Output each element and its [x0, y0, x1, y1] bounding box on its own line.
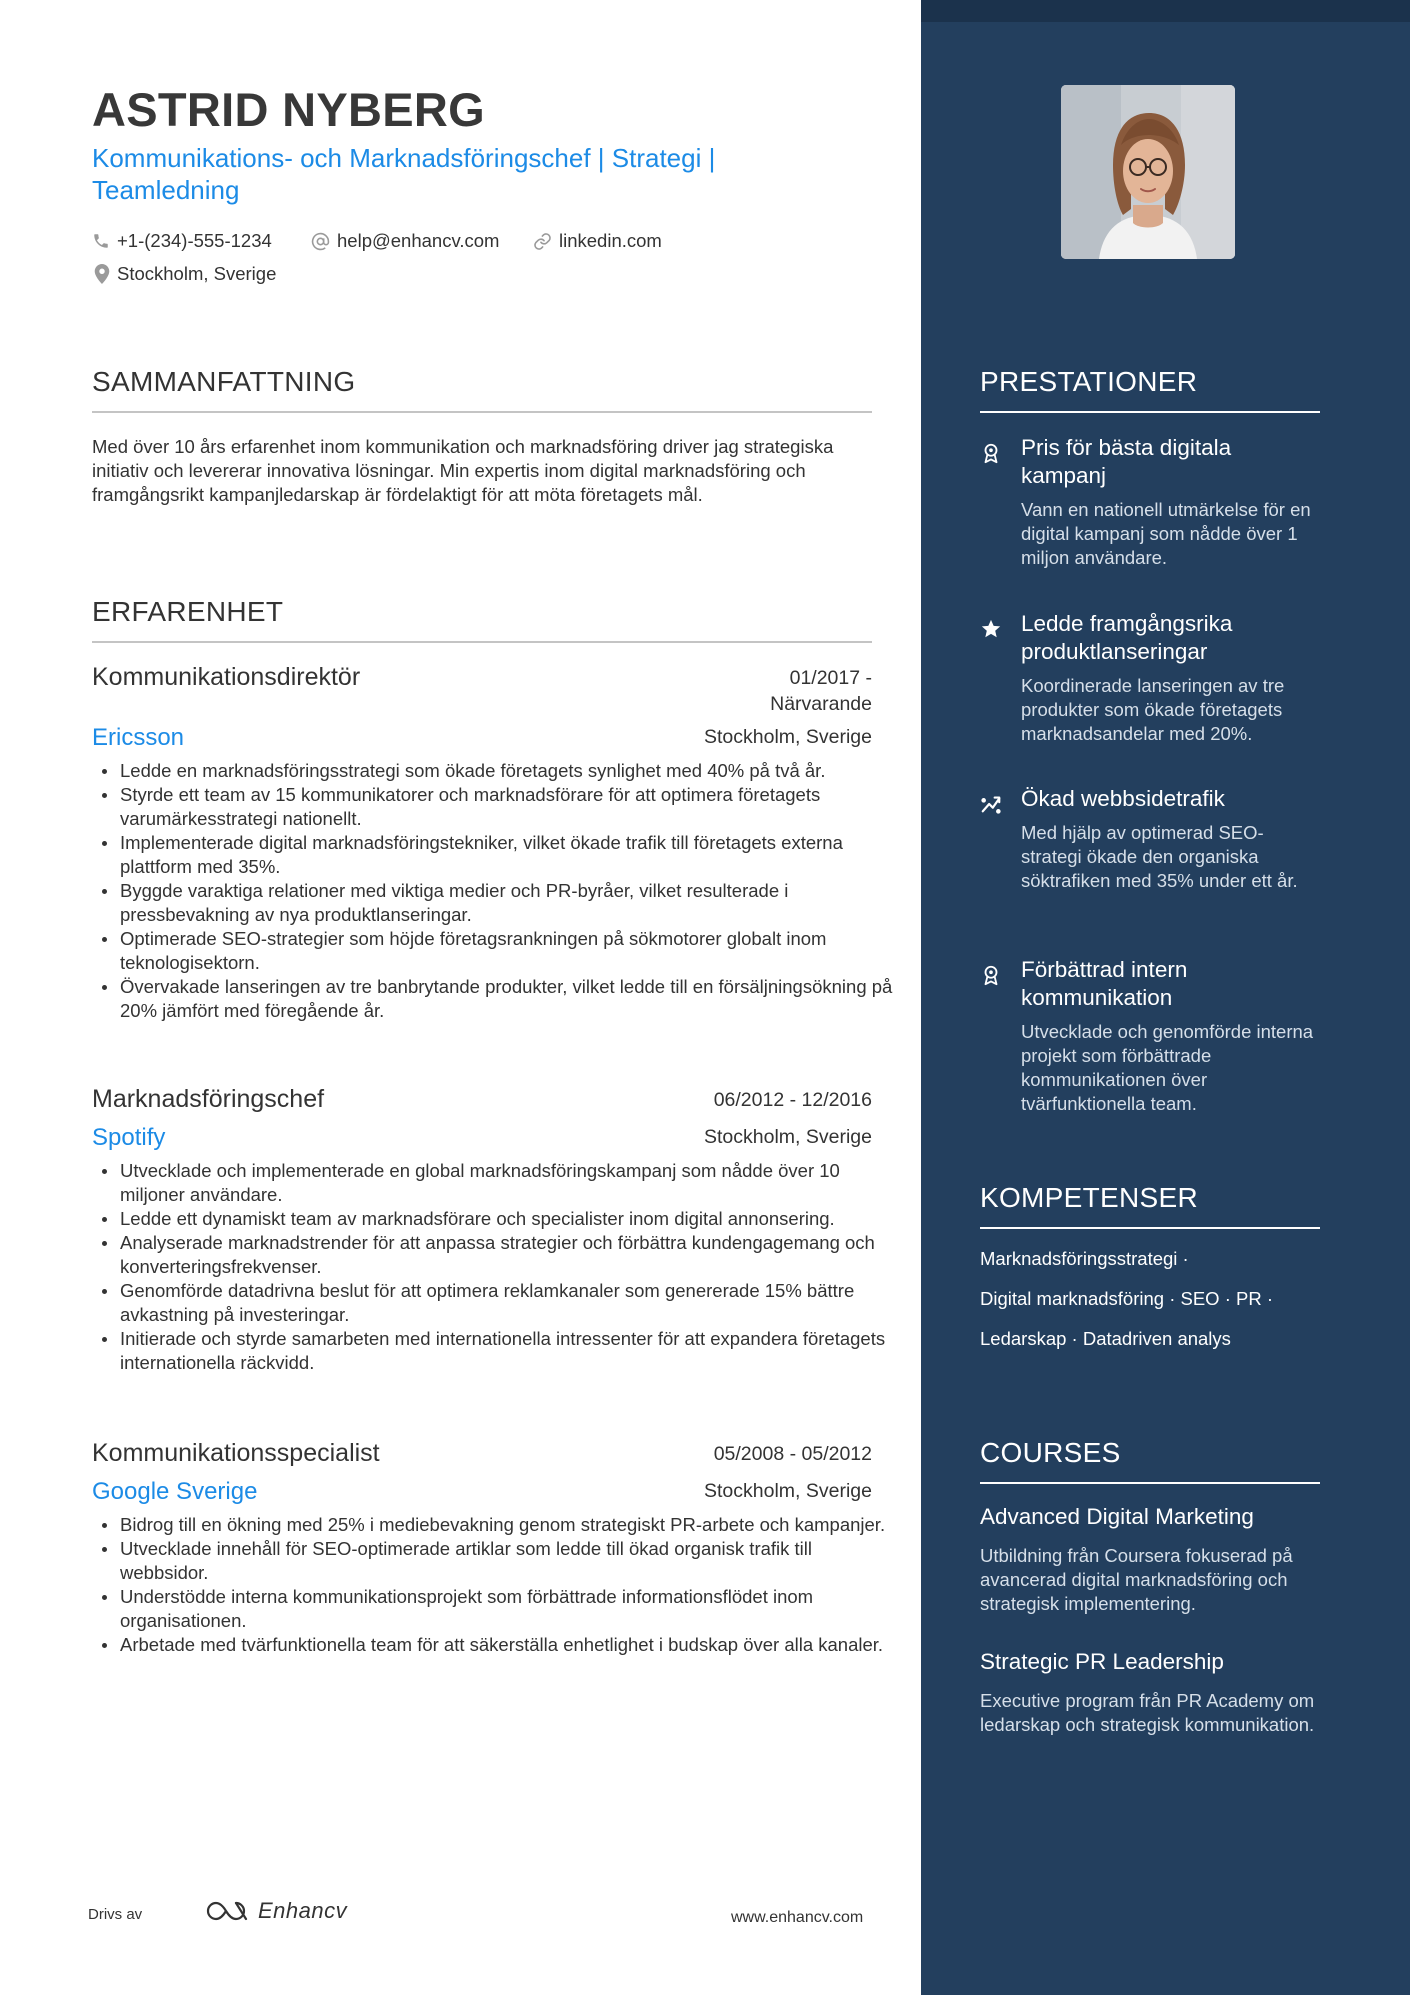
contact-location [94, 263, 276, 285]
achievement-title: Pris för bästa digitala kampanj [1021, 435, 1232, 488]
contact-email[interactable] [311, 230, 499, 252]
job-bullet: Analyserade marknadstrender för att anpassa strategier och förbättra kundengagemang och konverteringsfrekvenser. [120, 1231, 900, 1279]
job-bullet: Styrde ett team av 15 kommunikatorer och marknadsförare för att optimera företagets varumärkesstrategi nationellt. [120, 783, 900, 831]
link-icon [533, 232, 552, 251]
award-icon [980, 442, 1002, 464]
enhancv-logo-icon [206, 1899, 252, 1923]
job-date: 06/2012 - 12/2016 [713, 1089, 872, 1111]
footer-powered-by: Drivs av [88, 1906, 143, 1923]
achievement-title: Ökad webbsidetrafik [1021, 786, 1225, 811]
achievement-desc: Vann en nationell utmärkelse för en digital kampanj som nådde över 1 miljon användare. [1021, 499, 1311, 568]
job-title: Marknadsföringschef [92, 1085, 325, 1113]
email-text: help@enhancv.com [337, 230, 500, 251]
course-title: Advanced Digital Marketing [980, 1504, 1254, 1529]
course-title: Strategic PR Leadership [980, 1649, 1224, 1674]
skill-line: Digital marknadsföring · SEO · PR · [980, 1288, 1274, 1309]
job-bullets [92, 759, 900, 1023]
job-bullets [92, 1159, 900, 1375]
courses-divider [980, 1482, 1320, 1484]
job-bullet: Understödde interna kommunikationsprojekt som förbättrade informationsflödet inom organisationen. [120, 1585, 900, 1633]
course-desc: Utbildning från Coursera fokuserad på avancerad digital marknadsföring och strategisk implementering. [980, 1545, 1293, 1614]
job-bullet: Arbetade med tvärfunktionella team för att säkerställa enhetlighet i budskap över alla kanaler. [120, 1633, 900, 1657]
star-icon [980, 618, 1002, 640]
footer-url[interactable]: www.enhancv.com [731, 1909, 864, 1926]
summary-heading: SAMMANFATTNING [92, 366, 356, 397]
enhancv-logo-text: Enhancv [258, 1898, 348, 1923]
headline: Kommunikations- och Marknadsföringschef | Strategi | Teamledning [92, 143, 716, 205]
skills-heading: KOMPETENSER [980, 1182, 1199, 1213]
summary-divider [92, 411, 872, 413]
enhancv-logo[interactable] [206, 1898, 347, 1924]
job-bullet: Ledde en marknadsföringsstrategi som ökade företagets synlighet med 40% på två år. [120, 759, 900, 783]
job-bullet: Utvecklade och implementerade en global marknadsföringskampanj som nådde över 10 miljoner användare. [120, 1159, 900, 1207]
achievements-divider [980, 411, 1320, 413]
achievement-desc: Utvecklade och genomförde interna projekt som förbättrade kommunikationen över tvärfunktionella team. [1021, 1021, 1314, 1114]
job-location: Stockholm, Sverige [704, 1480, 872, 1502]
achievement-desc: Med hjälp av optimerad SEO-strategi ökade den organiska söktrafiken med 35% under ett år. [1021, 822, 1298, 891]
sidebar [921, 0, 1410, 1995]
contact-phone[interactable] [92, 230, 272, 252]
phone-text: +1-(234)-555-1234 [117, 230, 272, 251]
phone-icon [92, 232, 110, 250]
linkedin-text: linkedin.com [559, 230, 662, 251]
location-pin-icon [94, 264, 110, 284]
job-date: 01/2017 - Närvarande [770, 667, 872, 715]
location-text: Stockholm, Sverige [117, 263, 277, 284]
job-bullet: Genomförde datadrivna beslut för att optimera reklamkanaler som genererade 15% bättre avkastning på investeringar. [120, 1279, 900, 1327]
achievement-desc: Koordinerade lanseringen av tre produkter som ökade företagets marknadsandelar med 20%. [1021, 675, 1285, 744]
profile-photo [1061, 85, 1235, 259]
job-location: Stockholm, Sverige [704, 726, 872, 748]
job-bullet: Utvecklade innehåll för SEO-optimerade artiklar som ledde till ökad organisk trafik till webbsidor. [120, 1537, 900, 1585]
skill-line: Ledarskap · Datadriven analys [980, 1328, 1231, 1349]
at-icon [311, 232, 330, 251]
contact-linkedin[interactable] [533, 230, 662, 252]
skill-line: Marknadsföringsstrategi · [980, 1248, 1189, 1269]
job-bullets [92, 1513, 900, 1657]
job-bullet: Bidrog till en ökning med 25% i mediebevakning genom strategiskt PR-arbete och kampanjer. [120, 1513, 900, 1537]
achievement-title: Förbättrad intern kommunikation [1021, 957, 1188, 1010]
achievement-title: Ledde framgångsrika produktlanseringar [1021, 611, 1233, 664]
course-desc: Executive program från PR Academy om ledarskap och strategisk kommunikation. [980, 1690, 1315, 1735]
growth-icon [980, 793, 1002, 815]
company-name[interactable]: Ericsson [92, 724, 185, 751]
job-bullet: Optimerade SEO-strategier som höjde företagsrankningen på sökmotorer globalt inom teknologisektorn. [120, 927, 900, 975]
company-name[interactable]: Spotify [92, 1124, 166, 1151]
courses-heading: COURSES [980, 1437, 1121, 1468]
candidate-name: ASTRID NYBERG [92, 83, 485, 136]
job-location: Stockholm, Sverige [704, 1126, 872, 1148]
job-bullet: Byggde varaktiga relationer med viktiga medier och PR-byråer, vilket resulterade i pressbevakning av nya produktlanseringar. [120, 879, 900, 927]
company-name[interactable]: Google Sverige [92, 1478, 258, 1505]
job-bullet: Ledde ett dynamiskt team av marknadsförare och specialister inom digital annonsering. [120, 1207, 900, 1231]
achievements-heading: PRESTATIONER [980, 366, 1198, 397]
sidebar-top-band [921, 0, 1410, 22]
job-title: Kommunikationsdirektör [92, 663, 361, 691]
job-bullet: Implementerade digital marknadsföringstekniker, vilket ökade trafik till företagets externa plattform med 35%. [120, 831, 900, 879]
job-title: Kommunikationsspecialist [92, 1439, 380, 1467]
job-date: 05/2008 - 05/2012 [713, 1443, 872, 1465]
experience-divider [92, 641, 872, 643]
job-bullet: Initierade och styrde samarbeten med internationella intressenter för att expandera företagets internationella räckvidd. [120, 1327, 900, 1375]
experience-heading: ERFARENHET [92, 596, 284, 627]
skills-divider [980, 1227, 1320, 1229]
award-icon [980, 964, 1002, 986]
job-bullet: Övervakade lanseringen av tre banbrytande produkter, vilket ledde till en försäljningsökning på 20% jämfört med föregående år. [120, 975, 900, 1023]
summary-text: Med över 10 års erfarenhet inom kommunikation och marknadsföring driver jag strategiska initiativ och levererar innovativa lösningar. Min expertis inom digital marknadsföring och framgångsrikt kampanjledarskap är fördelaktigt för att möta företagets mål. [92, 436, 834, 505]
